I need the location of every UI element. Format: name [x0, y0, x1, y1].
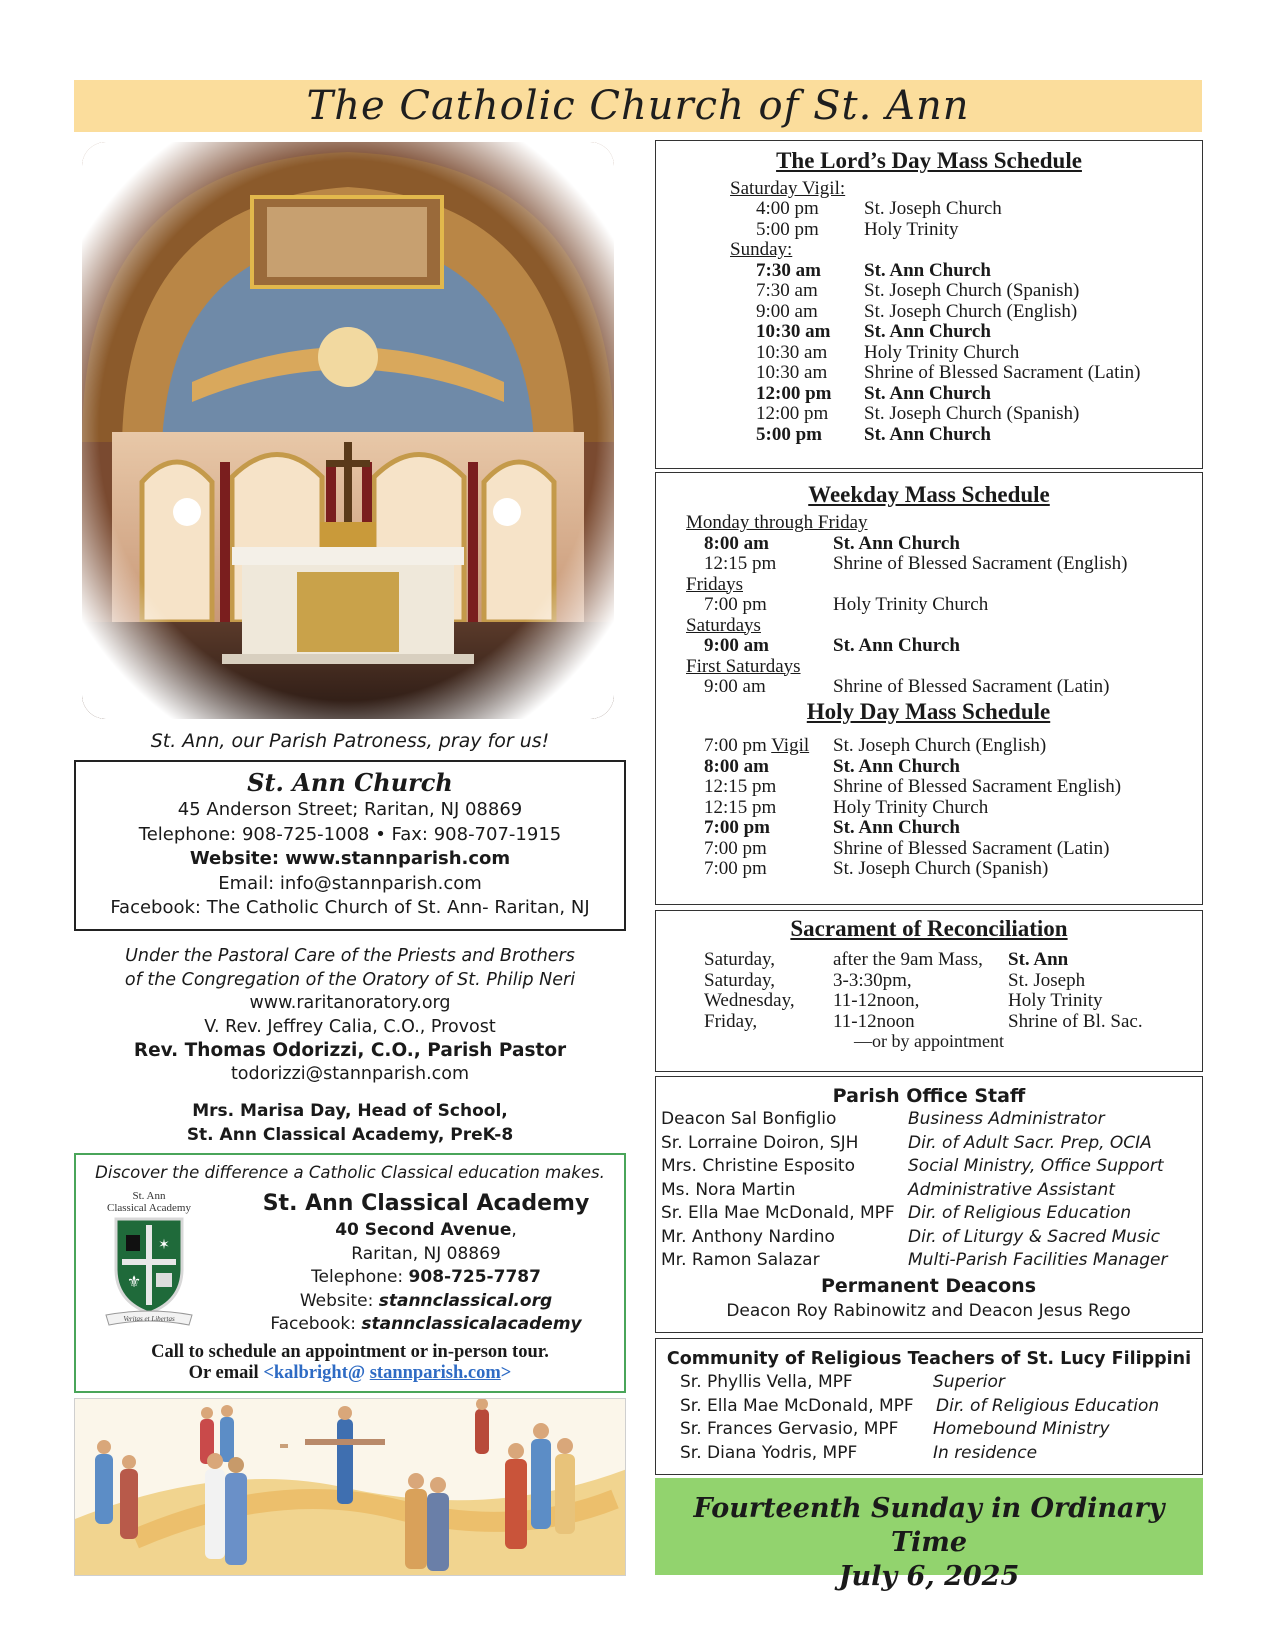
- deacons-names: Deacon Roy Rabinowitz and Deacon Jesus Rego: [726, 1301, 1131, 1321]
- reconciliation-time: after the 9am Mass,: [833, 949, 983, 970]
- schedule-place: St. Joseph Church: [864, 198, 1002, 219]
- staff-name: Deacon Sal Bonfiglio: [661, 1109, 837, 1129]
- staff-name: Mr. Anthony Nardino: [661, 1226, 835, 1247]
- staff-name: Sr. Ella Mae McDonald, MPF: [661, 1203, 895, 1223]
- academy-email-link[interactable]: stannparish.com: [369, 1363, 501, 1383]
- academy-email-prefix: Or email: [188, 1363, 264, 1383]
- schedule-place: St. Ann Church: [864, 423, 991, 445]
- schedule-place: Holy Trinity Church: [833, 796, 989, 818]
- schedule-time: 12:15 pm: [704, 776, 777, 797]
- holy-day-vigil-time: 7:00 pm Vigil: [704, 735, 810, 756]
- head-of-school: [74, 1100, 626, 1147]
- svg-text:✶: ✶: [158, 1237, 170, 1253]
- schedule-time: 10:30 am: [756, 362, 828, 383]
- schedule-time: 5:00 pm: [756, 423, 822, 445]
- oratory-line-1: Under the Pastoral Care of the Priests and Brothers: [125, 946, 575, 966]
- church-phone-fax: Telephone: 908-725-1008 • Fax: 908-707-1915: [138, 823, 562, 845]
- sister-role: In residence: [933, 1442, 1038, 1463]
- sister-name: Sr. Diana Yodris, MPF: [680, 1442, 858, 1463]
- schedule-place: St. Ann Church: [833, 817, 960, 838]
- liturgical-date-banner: [655, 1478, 1203, 1592]
- reconciliation-place: Holy Trinity: [1008, 990, 1103, 1011]
- academy-address-1-suffix: ,: [511, 1220, 517, 1240]
- religious-teachers-box: [655, 1338, 1203, 1475]
- head-of-school-name: Mrs. Marisa Day, Head of School,: [192, 1101, 508, 1121]
- reconciliation-time: 11-12noon,: [833, 990, 920, 1011]
- staff-role: Business Administrator: [908, 1109, 1105, 1129]
- staff-name: Ms. Nora Martin: [661, 1179, 796, 1200]
- staff-role: Dir. of Religious Education: [908, 1203, 1132, 1223]
- staff-name: Mrs. Christine Esposito: [661, 1156, 855, 1176]
- oratory-info: [74, 945, 626, 1086]
- weekday-schedule-box: [655, 472, 1203, 905]
- academy-name: St. Ann Classical Academy: [262, 1191, 590, 1216]
- deacons-title: Permanent Deacons: [820, 1275, 1037, 1297]
- fridays-label: Fridays: [686, 573, 743, 595]
- schedule-time: 7:00 pm: [704, 817, 770, 838]
- saturdays-label: Saturdays: [686, 614, 761, 636]
- reconciliation-day: Saturday,: [704, 969, 776, 991]
- schedule-place: Shrine of Blessed Sacrament (English): [833, 553, 1128, 574]
- staff-role: Social Ministry, Office Support: [908, 1156, 1164, 1176]
- reconciliation-place: Shrine of Bl. Sac.: [1008, 1010, 1143, 1032]
- parish-pastor: Rev. Thomas Odorizzi, C.O., Parish Pastor: [133, 1040, 567, 1061]
- academy-facebook[interactable]: stannclassicalacademy: [361, 1314, 582, 1334]
- schedule-time: 7:30 am: [756, 259, 821, 281]
- page-title: The Catholic Church of St. Ann: [306, 83, 970, 129]
- apostles-illustration: [74, 1398, 626, 1576]
- schedule-time: 12:00 pm: [756, 382, 832, 404]
- staff-name: Mr. Ramon Salazar: [661, 1250, 820, 1270]
- reconciliation-title: Sacrament of Reconciliation: [790, 916, 1068, 941]
- reconciliation-place: St. Joseph: [1008, 969, 1086, 991]
- staff-role: Multi-Parish Facilities Manager: [908, 1250, 1168, 1270]
- academy-website-label: Website:: [299, 1290, 379, 1311]
- schedule-place: Shrine of Blessed Sacrament English): [833, 776, 1122, 797]
- schedule-time: 9:00 am: [704, 635, 769, 656]
- sister-role: Superior: [933, 1372, 1005, 1392]
- schedule-place: St. Ann Church: [864, 259, 991, 281]
- oratory-line-2: of the Congregation of the Oratory of St. Philip Neri: [124, 969, 576, 990]
- holy-day-title: Holy Day Mass Schedule: [806, 699, 1051, 724]
- parish-staff-box: [655, 1076, 1203, 1333]
- schedule-time: 7:00 pm: [704, 594, 767, 615]
- academy-logo-motto: Veritas et Libertas: [123, 1315, 175, 1323]
- academy-tagline: Discover the difference a Catholic Classical education makes.: [95, 1163, 605, 1182]
- academy-logo-text-1: St. Ann: [132, 1190, 166, 1202]
- schedule-time: 5:00 pm: [756, 218, 819, 240]
- saturday-vigil-label: Saturday Vigil:: [730, 178, 846, 199]
- photo-caption: St. Ann, our Parish Patroness, pray for us!: [150, 730, 550, 752]
- religious-title: Community of Religious Teachers of St. Lucy Filippini: [666, 1349, 1192, 1369]
- oratory-website[interactable]: www.raritanoratory.org: [249, 993, 451, 1013]
- church-interior-photo: [82, 142, 614, 719]
- schedule-place: Holy Trinity Church: [833, 594, 989, 615]
- first-saturdays-label: First Saturdays: [686, 655, 801, 677]
- schedule-time: 9:00 am: [704, 676, 766, 697]
- church-info-box: [74, 760, 626, 931]
- schedule-time: 12:15 pm: [704, 796, 777, 818]
- reconciliation-time: 3-3:30pm,: [833, 969, 912, 991]
- schedule-time: 8:00 am: [704, 755, 769, 777]
- sister-role: Dir. of Religious Education: [936, 1395, 1160, 1416]
- liturgical-day: Fourteenth Sunday in Ordinary Time: [693, 1493, 1165, 1558]
- schedule-place: St. Ann Church: [833, 532, 960, 554]
- schedule-place: St. Joseph Church (Spanish): [864, 403, 1080, 424]
- header-banner: [74, 80, 1202, 132]
- academy-website[interactable]: stannclassical.org: [378, 1290, 553, 1311]
- academy-email-user[interactable]: <kalbright@: [263, 1363, 370, 1383]
- church-name: St. Ann Church: [247, 768, 453, 797]
- schedule-place: Shrine of Blessed Sacrament (Latin): [864, 362, 1141, 383]
- staff-role: Dir. of Liturgy & Sacred Music: [908, 1226, 1160, 1247]
- academy-call-text: Call to schedule an appointment or in-person tour.: [151, 1342, 549, 1362]
- sister-name: Sr. Frances Gervasio, MPF: [680, 1419, 899, 1439]
- schedule-time: 10:30 am: [756, 341, 828, 363]
- schedule-place: Holy Trinity Church: [864, 341, 1020, 363]
- schedule-place: St. Ann Church: [864, 382, 991, 404]
- liturgical-date: July 6, 2025: [838, 1561, 1020, 1592]
- schedule-time: 12:15 pm: [704, 553, 777, 574]
- staff-role: Dir. of Adult Sacr. Prep, OCIA: [908, 1132, 1152, 1153]
- schedule-place: Shrine of Blessed Sacrament (Latin): [833, 676, 1110, 697]
- schedule-place: St. Joseph Church (English): [833, 735, 1047, 756]
- svg-text:⚜: ⚜: [126, 1272, 142, 1291]
- sunday-label: Sunday:: [730, 239, 793, 260]
- schedule-place: St. Ann Church: [833, 755, 960, 777]
- academy-shield-logo: [94, 1189, 204, 1329]
- schedule-place: St. Ann Church: [864, 321, 991, 342]
- schedule-place: St. Joseph Church (Spanish): [833, 858, 1049, 879]
- schedule-place: St. Joseph Church (Spanish): [864, 280, 1080, 301]
- staff-name: Sr. Lorraine Doiron, SJH: [661, 1132, 859, 1153]
- head-of-school-title: St. Ann Classical Academy, PreK-8: [186, 1124, 514, 1145]
- schedule-place: Shrine of Blessed Sacrament (Latin): [833, 837, 1110, 859]
- lords-day-schedule-box: [655, 140, 1203, 469]
- reconciliation-place: St. Ann: [1008, 949, 1069, 970]
- reconciliation-time: 11-12noon: [833, 1010, 915, 1032]
- reconciliation-day: Wednesday,: [704, 990, 795, 1011]
- academy-address-1: 40 Second Avenue: [335, 1220, 512, 1240]
- academy-call-to-action: [76, 1342, 624, 1384]
- schedule-place: St. Ann Church: [833, 635, 960, 656]
- staff-role: Administrative Assistant: [908, 1179, 1115, 1200]
- weekday-title: Weekday Mass Schedule: [808, 482, 1050, 507]
- schedule-time: 7:30 am: [756, 280, 818, 301]
- sister-name: Sr. Ella Mae McDonald, MPF: [680, 1395, 914, 1416]
- academy-logo-text-2: Classical Academy: [106, 1202, 192, 1214]
- academy-phone-label: Telephone:: [311, 1267, 409, 1287]
- schedule-time: 7:00 pm: [704, 837, 767, 859]
- church-facebook[interactable]: Facebook: The Catholic Church of St. Ann- Raritan, NJ: [110, 897, 590, 918]
- pastor-email[interactable]: todorizzi@stannparish.com: [230, 1063, 470, 1084]
- schedule-place: Holy Trinity: [864, 218, 959, 240]
- schedule-place: St. Joseph Church (English): [864, 300, 1078, 322]
- church-address: 45 Anderson Street; Raritan, NJ 08869: [177, 799, 523, 820]
- schedule-time: 12:00 pm: [756, 403, 829, 424]
- lords-day-title: The Lord’s Day Mass Schedule: [776, 148, 1082, 173]
- mon-fri-label: Monday through Friday: [686, 512, 868, 533]
- sister-role: Homebound Ministry: [933, 1419, 1110, 1439]
- reconciliation-box: [655, 910, 1203, 1072]
- church-email[interactable]: Email: info@stannparish.com: [218, 872, 482, 894]
- church-website[interactable]: Website: www.stannparish.com: [189, 848, 511, 869]
- schedule-time: 7:00 pm: [704, 858, 767, 879]
- academy-box: [74, 1153, 626, 1393]
- schedule-time: 8:00 am: [704, 532, 769, 554]
- staff-title: Parish Office Staff: [832, 1085, 1026, 1107]
- schedule-time: 9:00 am: [756, 300, 818, 322]
- schedule-time: 4:00 pm: [756, 198, 819, 219]
- academy-email-suffix: >: [500, 1363, 512, 1383]
- academy-info: [236, 1189, 616, 1337]
- academy-phone: 908-725-7787: [408, 1267, 541, 1287]
- sister-name: Sr. Phyllis Vella, MPF: [680, 1372, 853, 1392]
- provost: V. Rev. Jeffrey Calia, C.O., Provost: [204, 1016, 496, 1037]
- academy-address-2: Raritan, NJ 08869: [351, 1243, 501, 1264]
- reconciliation-day: Saturday,: [704, 949, 776, 970]
- academy-facebook-label: Facebook:: [270, 1314, 362, 1334]
- reconciliation-day: Friday,: [704, 1010, 758, 1032]
- schedule-time: 10:30 am: [756, 321, 831, 342]
- reconciliation-note: —or by appointment: [854, 1031, 1004, 1051]
